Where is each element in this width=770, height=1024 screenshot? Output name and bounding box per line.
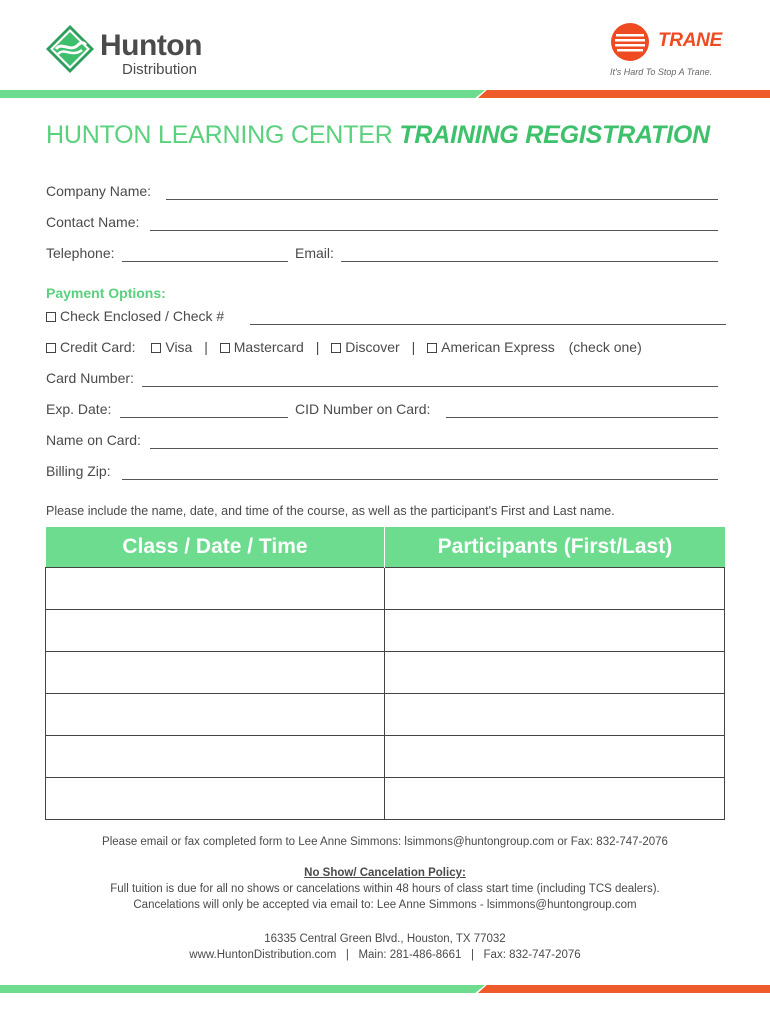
participant-cell[interactable] — [385, 567, 725, 609]
hunton-diamond-icon — [44, 23, 96, 75]
footer-divider-bar — [0, 985, 770, 993]
card-number-field[interactable] — [142, 386, 718, 387]
check-enclosed-label: Check Enclosed / Check # — [60, 308, 225, 324]
hunton-logo — [44, 23, 234, 79]
amex-label: American Express — [441, 339, 555, 355]
header-divider-bar — [0, 90, 770, 98]
class-cell[interactable] — [46, 567, 385, 609]
credit-card-row — [46, 339, 642, 355]
check-number-field[interactable] — [250, 324, 726, 325]
class-cell[interactable] — [46, 651, 385, 693]
billing-zip-row — [46, 463, 718, 485]
participant-cell[interactable] — [385, 777, 725, 819]
title-bold: TRAINING REGISTRATION — [399, 121, 710, 149]
policy-line-1: Full tuition is due for all no shows or cancelations within 48 hours of class start time (including TCS dealers). — [110, 883, 660, 895]
registration-table — [45, 527, 725, 820]
exp-date-field[interactable] — [120, 417, 288, 418]
address-line: 16335 Central Green Blvd., Houston, TX 77032 — [264, 933, 506, 945]
table-header-row — [46, 527, 725, 567]
separator: | — [204, 339, 208, 355]
trane-circle-icon — [610, 22, 650, 62]
table-row — [46, 693, 725, 735]
green-bar-segment — [0, 90, 485, 98]
name-on-card-row — [46, 432, 718, 454]
participants-header: Participants (First/Last) — [385, 527, 725, 567]
company-name-row — [46, 183, 718, 205]
separator: | — [411, 339, 416, 355]
hunton-name: Hunton — [100, 29, 202, 62]
instructions-text: Please include the name, date, and time of the course, as well as the participant's First and Last name. — [46, 504, 615, 518]
contact-name-row — [46, 214, 718, 236]
email-label: Email: — [295, 245, 334, 261]
exp-cid-row — [46, 401, 718, 423]
participant-cell[interactable] — [385, 735, 725, 777]
cid-number-label: CID Number on Card: — [295, 401, 431, 417]
check-enclosed-option[interactable] — [46, 308, 224, 324]
check-one-note: (check one) — [568, 339, 642, 355]
card-number-row — [46, 370, 718, 392]
hunton-subtitle: Distribution — [122, 61, 198, 78]
trane-name: TRANE — [658, 30, 722, 51]
orange-bar-segment — [478, 985, 770, 993]
trane-logo — [606, 18, 736, 78]
discover-checkbox[interactable] — [331, 343, 341, 353]
class-cell[interactable] — [46, 609, 385, 651]
email-fax-instructions: Please email or fax completed form to Lee Anne Simmons: lsimmons@huntongroup.com or Fax: 832-747-2076 — [102, 836, 668, 848]
credit-card-checkbox[interactable] — [46, 343, 56, 353]
card-number-label: Card Number: — [46, 370, 134, 386]
mastercard-label: Mastercard — [233, 339, 304, 355]
name-on-card-label: Name on Card: — [46, 432, 141, 448]
policy-line-2: Cancelations will only be accepted via email to: Lee Anne Simmons - lsimmons@huntongroup.com — [133, 899, 637, 911]
credit-card-label: Credit Card: — [60, 339, 136, 355]
green-bar-segment — [0, 985, 485, 993]
table-row — [46, 609, 725, 651]
name-on-card-field[interactable] — [150, 448, 718, 449]
payment-options-heading: Payment Options: — [46, 285, 166, 301]
company-name-label: Company Name: — [46, 183, 152, 199]
contact-name-label: Contact Name: — [46, 214, 140, 230]
table-row — [46, 777, 725, 819]
table-row — [46, 567, 725, 609]
class-cell[interactable] — [46, 777, 385, 819]
contact-name-field[interactable] — [150, 230, 718, 231]
billing-zip-field[interactable] — [122, 479, 718, 480]
amex-checkbox[interactable] — [427, 343, 437, 353]
policy-title: No Show/ Cancelation Policy: — [304, 867, 466, 879]
exp-date-label: Exp. Date: — [46, 401, 112, 417]
orange-bar-segment — [478, 90, 770, 98]
class-cell[interactable] — [46, 735, 385, 777]
telephone-label: Telephone: — [46, 245, 115, 261]
billing-zip-label: Billing Zip: — [46, 463, 111, 479]
separator: | — [315, 339, 320, 355]
visa-checkbox[interactable] — [151, 343, 161, 353]
company-name-field[interactable] — [166, 199, 718, 200]
table-row — [46, 651, 725, 693]
table-row — [46, 735, 725, 777]
telephone-email-row — [46, 245, 718, 267]
contact-line: www.HuntonDistribution.com | Main: 281-486-8661 | Fax: 832-747-2076 — [189, 949, 581, 961]
page-title — [46, 121, 710, 150]
trane-tagline: It's Hard To Stop A Trane. — [610, 67, 713, 77]
page-header — [0, 0, 770, 100]
check-enclosed-row — [46, 308, 726, 330]
participant-cell[interactable] — [385, 651, 725, 693]
email-field[interactable] — [341, 261, 718, 262]
title-plain: HUNTON LEARNING CENTER — [46, 121, 400, 149]
visa-label: Visa — [165, 339, 193, 355]
class-cell[interactable] — [46, 693, 385, 735]
participant-cell[interactable] — [385, 609, 725, 651]
mastercard-checkbox[interactable] — [220, 343, 230, 353]
participant-cell[interactable] — [385, 693, 725, 735]
class-date-time-header: Class / Date / Time — [46, 527, 385, 567]
check-enclosed-checkbox[interactable] — [46, 312, 56, 322]
telephone-field[interactable] — [122, 261, 288, 262]
discover-label: Discover — [345, 339, 400, 355]
cid-number-field[interactable] — [446, 417, 718, 418]
